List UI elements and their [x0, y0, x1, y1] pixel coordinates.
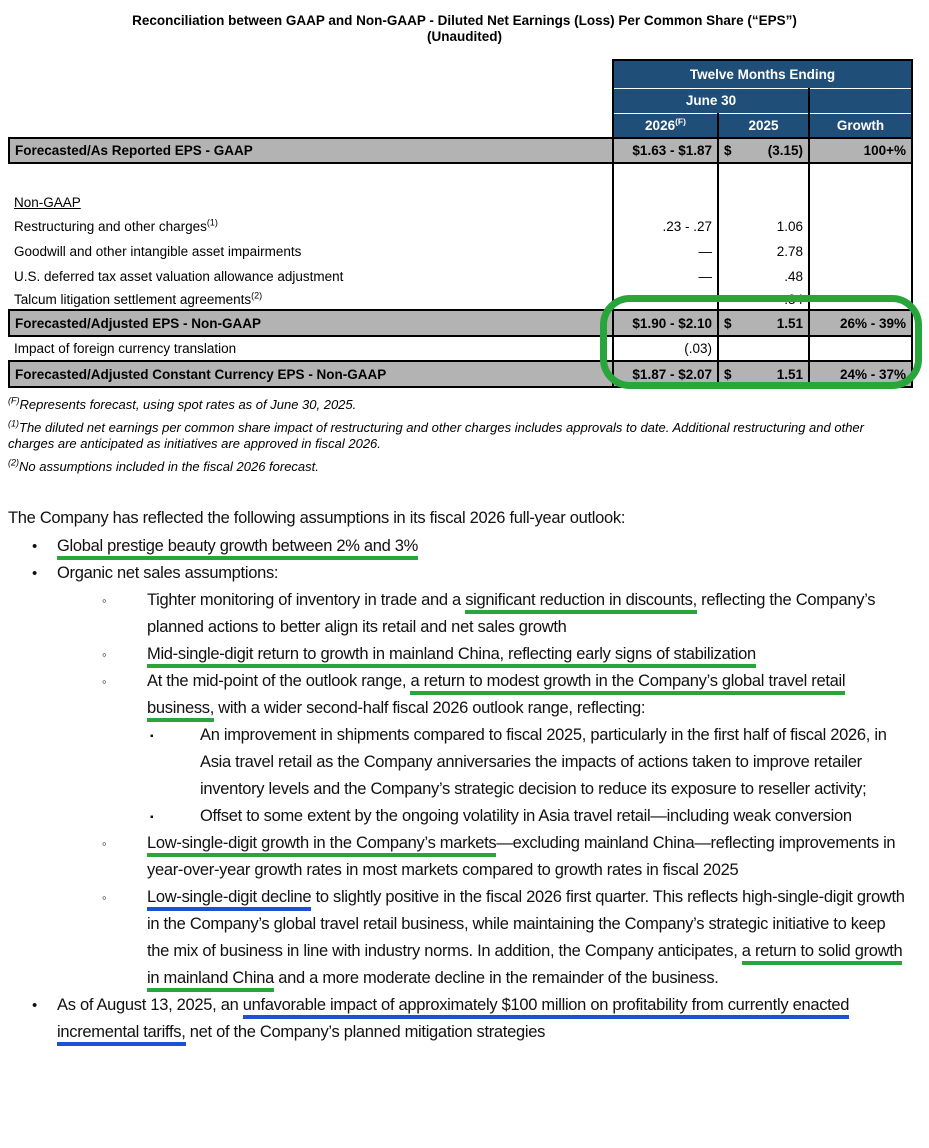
list-item: ◦ Low-single-digit growth in the Company’s markets—excluding mainland China—reflecting improvements in year-over-year growth rates in most markets compared to growth rates in fiscal 2025 — [8, 830, 905, 884]
table-header-2026 — [613, 113, 718, 138]
row-label: Impact of foreign currency translation — [14, 341, 237, 356]
table-row-blank — [9, 163, 912, 191]
header-spacer-cell — [9, 113, 613, 138]
table-row — [9, 239, 912, 264]
row-label: Goodwill and other intangible asset impairments — [14, 244, 302, 259]
table-row — [9, 264, 912, 289]
list-item: ◦ Mid-single-digit return to growth in mainland China, reflecting early signs of stabilization — [8, 641, 905, 668]
bullet-icon: ◦ — [102, 647, 107, 662]
row-label: Non-GAAP — [14, 195, 81, 210]
bullet-icon: ◦ — [102, 836, 107, 851]
value-2025: $ 1.51 — [718, 361, 809, 387]
value-2025: $ (3.15) — [718, 138, 809, 163]
value-2025: .34 — [718, 289, 809, 310]
outlook-assumptions — [8, 505, 905, 1046]
list-item: ◦ Low-single-digit decline to slightly positive in the fiscal 2026 first quarter. This reflects high-single-digit growth in the Company’s global travel retail business, while maintaining the Company’s strategic initiative to keep the mix of business in line with industry norms. In addition, the Company anticipates, a return to solid growth in mainland China and a more moderate decline in the remainder of the business. — [8, 884, 905, 992]
value-growth: 24% - 37% — [809, 361, 912, 387]
row-label: Restructuring and other charges$^{(1)}$ — [14, 217, 218, 234]
table-header-empty-cell — [809, 88, 912, 113]
value-growth: 100+% — [809, 138, 912, 163]
bullet-icon: ◦ — [102, 890, 107, 905]
value-2025: 1.06 — [718, 214, 809, 239]
list-item: ◦ At the mid-point of the outlook range, a return to modest growth in the Company’s global travel retail business, with a wider second-half fiscal 2026 outlook range, reflecting: — [8, 668, 905, 722]
list-item: • Organic net sales assumptions: — [8, 560, 905, 587]
title-line2: (Unaudited) — [427, 29, 502, 44]
year-2026-label: 2026 — [645, 117, 676, 133]
footnote-ref-1: (1) — [206, 217, 218, 228]
value-2025: 2.78 — [718, 239, 809, 264]
table-header-june30: June 30 — [613, 88, 809, 113]
footnote-marker: (F) — [8, 395, 20, 406]
table-row — [9, 289, 912, 310]
dollar-sign: $ — [724, 143, 732, 158]
footnotes — [8, 397, 869, 475]
bullet-icon: • — [32, 565, 37, 582]
value-2026: $1.87 - $2.07 — [613, 361, 718, 387]
list-item: ▪ An improvement in shipments compared to fiscal 2025, particularly in the first half of fiscal 2026, in Asia travel retail as the Company anniversaries the impacts of actions taken to improve retailer inventory levels and the Company’s strategic decision to reduce its exposure to reseller activity; — [8, 722, 905, 803]
value-2026: — — [613, 239, 718, 264]
table-header-growth: Growth — [809, 113, 912, 138]
bullet-icon: • — [32, 997, 37, 1014]
footnote-marker: (1) — [8, 418, 19, 429]
value-2026: — — [613, 289, 718, 310]
value-2026: (.03) — [613, 336, 718, 361]
bullet-icon: ▪ — [150, 731, 154, 742]
document-title — [0, 13, 929, 45]
list-item: • Global prestige beauty growth between 2% and 3% — [8, 533, 905, 560]
table-header-twelve-months: Twelve Months Ending — [613, 60, 912, 88]
dollar-sign: $ — [724, 366, 732, 382]
value-2026: — — [613, 264, 718, 289]
table-row — [9, 214, 912, 239]
row-label: Forecasted/Adjusted EPS - Non-GAAP — [9, 310, 613, 336]
list-item: • As of August 13, 2025, an unfavorable impact of approximately $100 million on profitability from currently enacted incremental tariffs, net of the Company’s planned mitigation strategies — [8, 992, 905, 1046]
header-spacer-cell — [9, 60, 613, 88]
value-2026: $1.90 - $2.10 — [613, 310, 718, 336]
row-label: Forecasted/Adjusted Constant Currency EPS - Non-GAAP — [9, 361, 613, 387]
title-line1: Reconciliation between GAAP and Non-GAAP - Diluted Net Earnings (Loss) Per Common Share (“EPS”) — [132, 13, 797, 28]
table-row — [9, 336, 912, 361]
footnote-F: $^{(F)}$Represents forecast, using spot rates as of June 30, 2025. — [8, 395, 357, 412]
list-item: ◦ Tighter monitoring of inventory in trade and a significant reduction in discounts, reflecting the Company’s planned actions to better align its retail and net sales growth — [8, 587, 905, 641]
row-label: Forecasted/As Reported EPS - GAAP — [9, 138, 613, 163]
row-label: U.S. deferred tax asset valuation allowance adjustment — [14, 269, 344, 284]
table-row — [9, 191, 912, 214]
value-2026: .23 - .27 — [613, 214, 718, 239]
bullet-icon: • — [32, 538, 37, 555]
table-row — [9, 138, 912, 163]
footnote-2: $^{(2)}$No assumptions included in the fiscal 2026 forecast. — [8, 457, 319, 474]
value-2025: .48 — [718, 264, 809, 289]
value-2025: $ 1.51 — [718, 310, 809, 336]
footnote-ref-2: (2) — [251, 290, 263, 300]
list-item: ▪ Offset to some extent by the ongoing volatility in Asia travel retail—including weak conversion — [8, 803, 905, 830]
footnote-1: $^{(1)}$The diluted net earnings per common share impact of restructuring and other charges includes approvals to date. Additional restructuring and other charges are anticipated as initiatives are approved in fiscal 2026. — [8, 418, 864, 451]
bullet-icon: ◦ — [102, 593, 107, 608]
value-growth: 26% - 39% — [809, 310, 912, 336]
footnote-ref-F: (F) — [675, 116, 686, 127]
value-2026: $1.63 - $1.87 — [613, 138, 718, 163]
table-row — [9, 361, 912, 387]
footnote-marker: (2) — [8, 457, 19, 468]
header-spacer-cell — [9, 88, 613, 113]
table-row — [9, 310, 912, 336]
bullet-icon: ◦ — [102, 674, 107, 689]
row-label: Talcum litigation settlement agreements$^{(2)}$ — [14, 290, 263, 307]
dollar-sign: $ — [724, 315, 732, 331]
bullet-icon: ▪ — [150, 812, 154, 823]
eps-reconciliation-table — [8, 59, 913, 388]
table-header-2025: 2025 — [718, 113, 809, 138]
intro-paragraph: The Company has reflected the following assumptions in its fiscal 2026 full-year outlook: — [8, 509, 626, 527]
